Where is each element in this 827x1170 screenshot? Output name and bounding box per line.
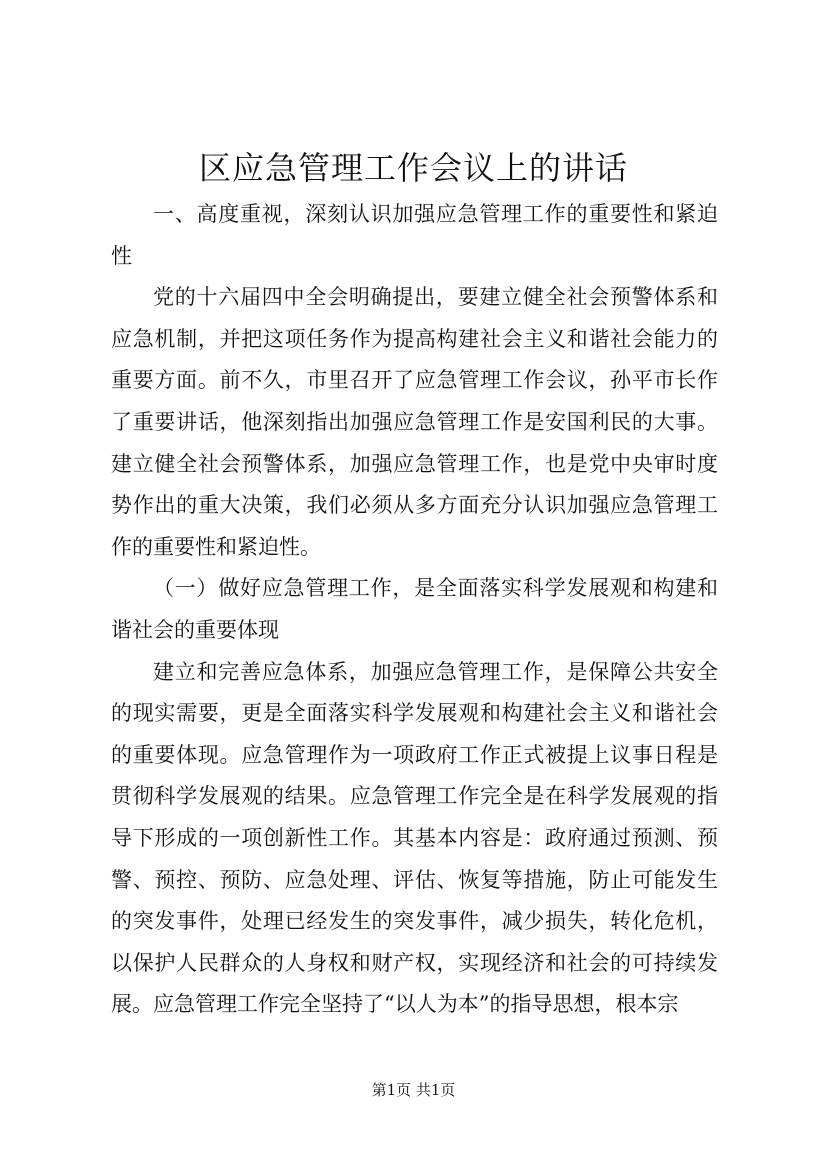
subsection-heading: （一）做好应急管理工作，是全面落实科学发展观和构建和谐社会的重要体现 bbox=[111, 576, 718, 642]
document-body bbox=[111, 194, 718, 1026]
body-paragraph: 建立和完善应急体系，加强应急管理工作，是保障公共安全的现实需要，更是全面落实科学发展观和构建社会主义和谐社会的重要体现。应急管理作为一项政府工作正式被提上议事日程是贯彻科学发展观的结果。应急管理工作完全是在科学发展观的指导下形成的一项创新性工作。其基本内容是：政府通过预测、预警、预控、预防、应急处理、评估、恢复等措施，防止可能发生的突发事件，处理已经发生的突发事件，减少损失，转化危机，以保护人民群众的人身权和财产权，实现经济和社会的可持续发展。应急管理工作完全坚持了“以人为本”的指导思想，根本宗 bbox=[111, 659, 718, 1017]
document-title: 区应急管理工作会议上的讲话 bbox=[198, 149, 628, 187]
body-paragraph: 党的十六届四中全会明确提出，要建立健全社会预警体系和应急机制，并把这项任务作为提高构建社会主义和谐社会能力的重要方面。前不久，市里召开了应急管理工作会议，孙平市长作了重要讲话，他深刻指出加强应急管理工作是安国利民的大事。建立健全社会预警体系，加强应急管理工作，也是党中央审时度势作出的重大决策，我们必须从多方面充分认识加强应急管理工作的重要性和紧迫性。 bbox=[111, 285, 718, 559]
page-footer: 第1页 共1页 bbox=[371, 1081, 456, 1099]
section-heading: 一、高度重视，深刻认识加强应急管理工作的重要性和紧迫性 bbox=[111, 202, 718, 268]
